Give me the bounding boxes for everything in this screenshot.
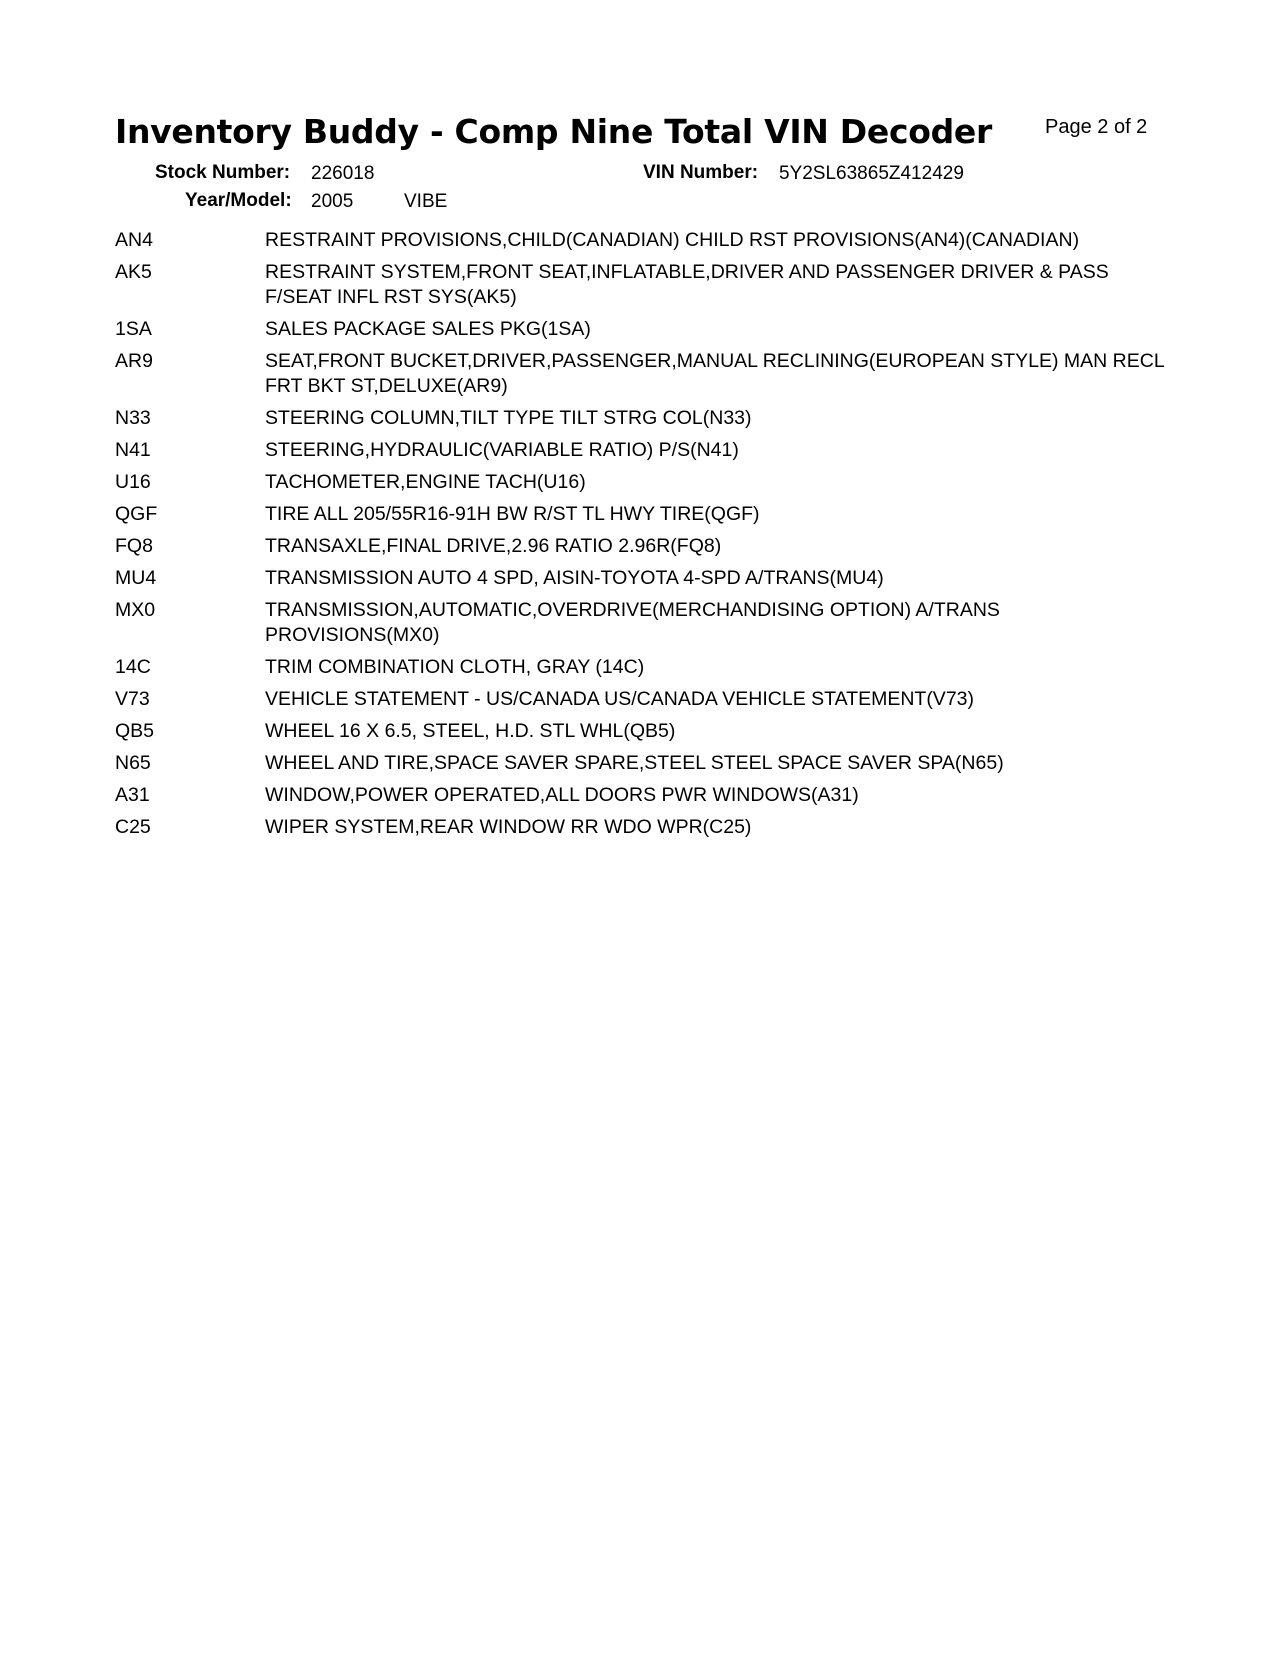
option-row <box>115 566 1165 591</box>
option-description: TRANSAXLE,FINAL DRIVE,2.96 RATIO 2.96R(FQ8) <box>265 535 722 557</box>
model-value: VIBE <box>404 191 448 212</box>
options-list <box>115 228 1165 847</box>
option-row <box>115 317 1165 342</box>
option-description: WHEEL AND TIRE,SPACE SAVER SPARE,STEEL STEEL SPACE SAVER SPA(N65) <box>265 752 1004 774</box>
option-row <box>115 260 1165 310</box>
stock-number-value: 226018 <box>311 163 375 184</box>
option-description: WHEEL 16 X 6.5, STEEL, H.D. STL WHL(QB5) <box>265 720 676 742</box>
option-row <box>115 598 1165 648</box>
option-description: VEHICLE STATEMENT - US/CANADA US/CANADA VEHICLE STATEMENT(V73) <box>265 688 974 710</box>
option-description: TIRE ALL 205/55R16-91H BW R/ST TL HWY TIRE(QGF) <box>265 503 760 525</box>
option-code: A31 <box>115 784 150 806</box>
option-description: STEERING COLUMN,TILT TYPE TILT STRG COL(N33) <box>265 407 752 429</box>
option-description: TACHOMETER,ENGINE TACH(U16) <box>265 471 586 493</box>
year-model-label: Year/Model: <box>185 190 292 211</box>
option-code: QGF <box>115 503 158 525</box>
option-code: C25 <box>115 816 151 838</box>
option-row <box>115 815 1165 840</box>
option-description: TRIM COMBINATION CLOTH, GRAY (14C) <box>265 656 645 678</box>
option-description: TRANSMISSION,AUTOMATIC,OVERDRIVE(MERCHANDISING OPTION) A/TRANS PROVISIONS(MX0) <box>265 599 1000 646</box>
option-code: U16 <box>115 471 151 493</box>
page-number: Page 2 of 2 <box>1045 116 1148 138</box>
option-code: N41 <box>115 439 151 461</box>
option-description: RESTRAINT PROVISIONS,CHILD(CANADIAN) CHILD RST PROVISIONS(AN4)(CANADIAN) <box>265 229 1080 251</box>
option-description: SALES PACKAGE SALES PKG(1SA) <box>265 318 591 340</box>
option-row <box>115 349 1165 399</box>
option-code: AR9 <box>115 350 153 372</box>
option-description: WIPER SYSTEM,REAR WINDOW RR WDO WPR(C25) <box>265 816 752 838</box>
option-code: N33 <box>115 407 151 429</box>
year-value: 2005 <box>311 191 354 212</box>
option-description: RESTRAINT SYSTEM,FRONT SEAT,INFLATABLE,DRIVER AND PASSENGER DRIVER & PASS F/SEAT INFL RST SYS(AK5) <box>265 261 1109 308</box>
option-description: WINDOW,POWER OPERATED,ALL DOORS PWR WINDOWS(A31) <box>265 784 859 806</box>
option-code: 14C <box>115 656 151 678</box>
option-row <box>115 783 1165 808</box>
option-row <box>115 534 1165 559</box>
option-code: QB5 <box>115 720 155 742</box>
option-code: 1SA <box>115 318 152 340</box>
option-row <box>115 719 1165 744</box>
option-description: SEAT,FRONT BUCKET,DRIVER,PASSENGER,MANUAL RECLINING(EUROPEAN STYLE) MAN RECL FRT BKT ST,DELUXE(AR9) <box>265 350 1164 397</box>
option-code: N65 <box>115 752 151 774</box>
option-code: V73 <box>115 688 150 710</box>
option-row <box>115 228 1165 253</box>
option-row <box>115 655 1165 680</box>
stock-number-label: Stock Number: <box>155 162 291 183</box>
option-code: FQ8 <box>115 535 153 557</box>
option-code: AK5 <box>115 261 152 283</box>
option-code: AN4 <box>115 229 153 251</box>
option-row <box>115 406 1165 431</box>
option-code: MU4 <box>115 567 157 589</box>
vin-number-label: VIN Number: <box>643 162 759 183</box>
option-code: MX0 <box>115 599 156 621</box>
option-description: TRANSMISSION AUTO 4 SPD, AISIN-TOYOTA 4-SPD A/TRANS(MU4) <box>265 567 884 589</box>
option-row <box>115 470 1165 495</box>
vin-number-value: 5Y2SL63865Z412429 <box>779 163 964 184</box>
option-description: STEERING,HYDRAULIC(VARIABLE RATIO) P/S(N41) <box>265 439 739 461</box>
document-title: Inventory Buddy - Comp Nine Total VIN Decoder <box>115 112 992 151</box>
option-row <box>115 438 1165 463</box>
option-row <box>115 502 1165 527</box>
option-row <box>115 751 1165 776</box>
option-row <box>115 687 1165 712</box>
